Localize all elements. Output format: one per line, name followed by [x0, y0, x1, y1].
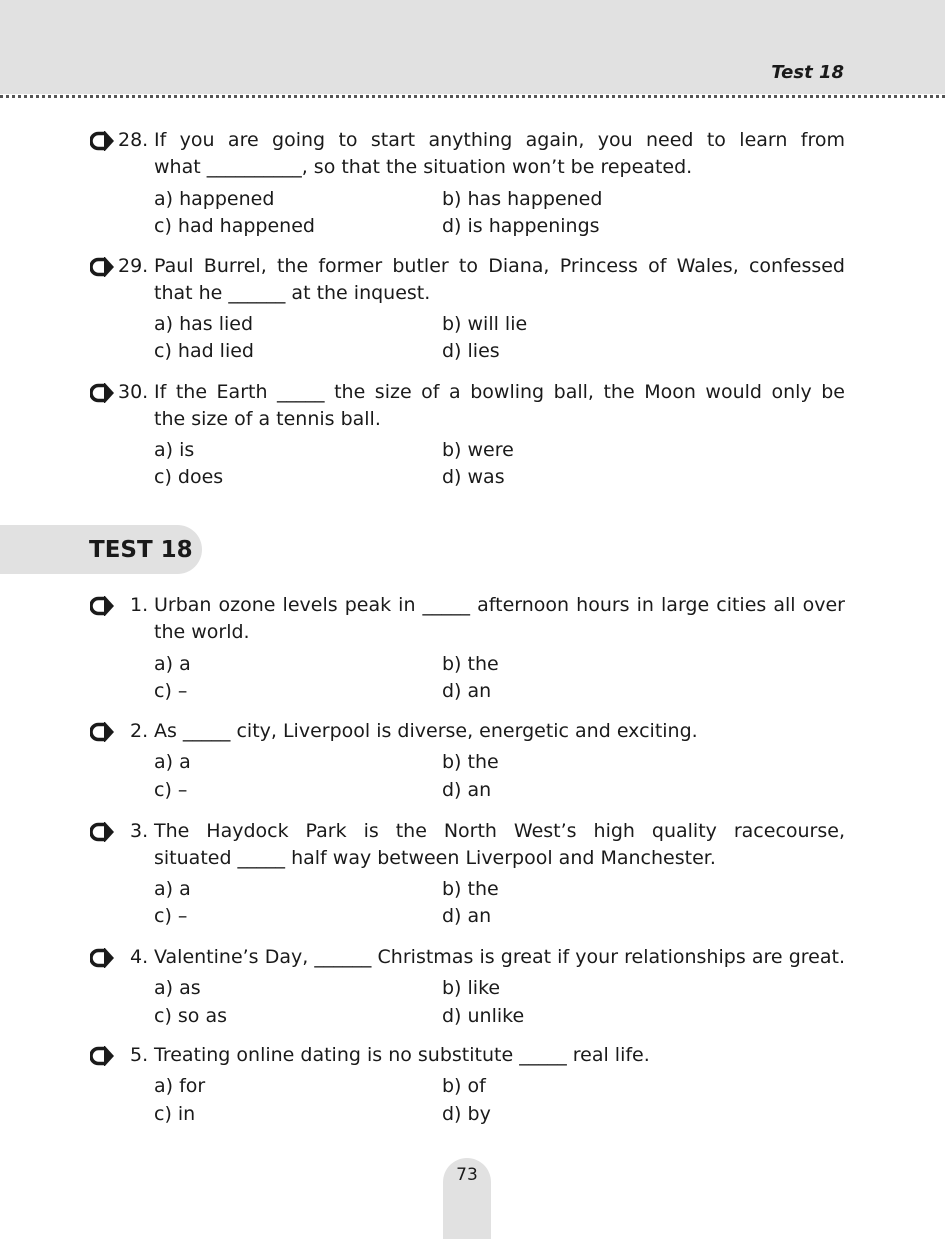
- option-b: b) like: [442, 977, 501, 999]
- curved-arrow-icon: [90, 383, 115, 403]
- option-d: d) by: [442, 1103, 491, 1125]
- curved-arrow-icon: [90, 722, 115, 742]
- option-a: a) as: [154, 977, 201, 999]
- section-title: TEST 18: [89, 537, 193, 563]
- option-d: d) an: [442, 905, 492, 927]
- option-b: b) the: [442, 878, 499, 900]
- question-stem: [154, 1042, 845, 1069]
- stem-line: If you are going to start anything again, you need to learn from: [154, 129, 845, 151]
- question-stem: [154, 818, 845, 872]
- option-c: c) does: [154, 466, 224, 488]
- option-a: a) happened: [154, 188, 275, 210]
- option-b: b) the: [442, 751, 499, 773]
- question-number: 2.: [130, 720, 149, 742]
- option-b: b) of: [442, 1075, 486, 1097]
- question-number: 29.: [118, 255, 149, 277]
- stem-line: If the Earth _____ the size of a bowling ball, the Moon would only be: [154, 381, 845, 403]
- curved-arrow-icon: [90, 948, 115, 968]
- question-stem: [154, 592, 845, 646]
- stem-line: The Haydock Park is the North West’s high quality racecourse,: [154, 820, 845, 842]
- option-b: b) will lie: [442, 313, 528, 335]
- question-number: 4.: [130, 946, 149, 968]
- option-a: a) is: [154, 439, 195, 461]
- stem-line: Valentine’s Day, ______ Christmas is great if your relationships are great.: [154, 946, 845, 968]
- stem-line: what __________, so that the situation won’t be repeated.: [154, 156, 693, 178]
- option-d: d) was: [442, 466, 505, 488]
- question-number: 5.: [130, 1044, 149, 1066]
- option-c: c) –: [154, 905, 188, 927]
- question-number: 1.: [130, 594, 149, 616]
- option-b: b) has happened: [442, 188, 603, 210]
- question-stem: [154, 379, 845, 433]
- question-stem: [154, 253, 845, 307]
- stem-line: Paul Burrel, the former butler to Diana, Princess of Wales, confessed: [154, 255, 845, 277]
- question-stem: [154, 944, 845, 971]
- option-a: a) a: [154, 878, 191, 900]
- option-c: c) –: [154, 779, 188, 801]
- curved-arrow-icon: [90, 1046, 115, 1066]
- stem-line: Urban ozone levels peak in _____ afternoon hours in large cities all over: [154, 594, 845, 616]
- stem-line: the size of a tennis ball.: [154, 408, 381, 430]
- stem-line: situated _____ half way between Liverpool and Manchester.: [154, 847, 716, 869]
- option-b: b) were: [442, 439, 514, 461]
- curved-arrow-icon: [90, 131, 115, 151]
- curved-arrow-icon: [90, 596, 115, 616]
- curved-arrow-icon: [90, 822, 115, 842]
- question-stem: [154, 127, 845, 181]
- question-number: 30.: [118, 381, 149, 403]
- option-d: d) lies: [442, 340, 500, 362]
- option-a: a) a: [154, 653, 191, 675]
- stem-line: that he ______ at the inquest.: [154, 282, 431, 304]
- option-c: c) –: [154, 680, 188, 702]
- dotted-divider: [0, 95, 945, 98]
- stem-line: Treating online dating is no substitute _____ real life.: [154, 1044, 650, 1066]
- option-b: b) the: [442, 653, 499, 675]
- question-number: 3.: [130, 820, 149, 842]
- stem-line: As _____ city, Liverpool is diverse, energetic and exciting.: [154, 720, 698, 742]
- option-a: a) for: [154, 1075, 206, 1097]
- option-a: a) has lied: [154, 313, 254, 335]
- question-stem: [154, 718, 845, 745]
- option-d: d) an: [442, 779, 492, 801]
- question-number: 28.: [118, 129, 149, 151]
- option-a: a) a: [154, 751, 191, 773]
- option-d: d) unlike: [442, 1005, 525, 1027]
- option-c: c) had happened: [154, 215, 315, 237]
- option-c: c) in: [154, 1103, 196, 1125]
- page-number: 73: [456, 1165, 478, 1185]
- option-c: c) had lied: [154, 340, 254, 362]
- curved-arrow-icon: [90, 257, 115, 277]
- option-c: c) so as: [154, 1005, 228, 1027]
- option-d: d) is happenings: [442, 215, 600, 237]
- option-d: d) an: [442, 680, 492, 702]
- stem-line: the world.: [154, 621, 250, 643]
- running-head: Test 18: [771, 62, 844, 83]
